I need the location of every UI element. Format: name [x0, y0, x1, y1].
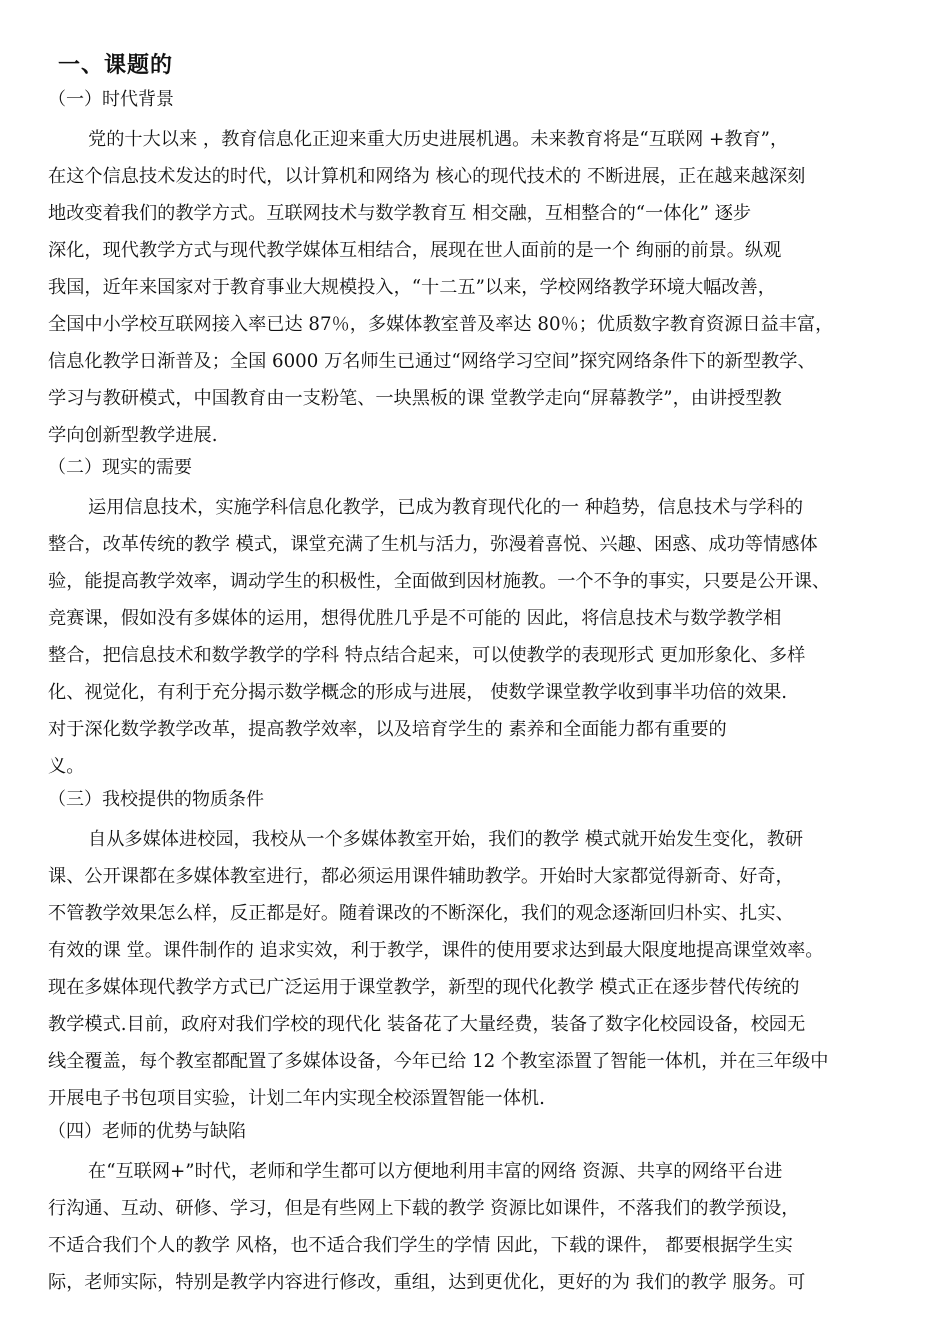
paragraph-line: 开展电子书包项目实验，计划二年内实现全校添置智能一体机. [48, 1088, 545, 1109]
paragraph-line: 整合，把信息技术和数学教学的学科 特点结合起来，可以使教学的表现形式 更加形象化、多样 [48, 645, 806, 666]
paragraph-line: 现在多媒体现代教学方式已广泛运用于课堂教学，新型的现代化教学 模式正在逐步替代传统的 [48, 977, 800, 998]
section-reality-needs [48, 456, 908, 785]
paragraph-line: 学习与教研模式，中国教育由一支粉笔、一块黑板的课 堂教学走向“屏幕教学”，由讲授型教 [48, 388, 782, 409]
section-background [48, 88, 908, 454]
paragraph-line: 自从多媒体进校园，我校从一个多媒体教室开始，我们的教学 模式就开始发生变化，教研 [88, 829, 804, 850]
section-heading: （二）现实的需要 [48, 457, 192, 478]
paragraph-line: 地改变着我们的教学方式。互联网技术与数学教育互 相交融，互相整合的“一体化” 逐步 [48, 203, 752, 224]
paragraph-line: 深化，现代教学方式与现代教学媒体互相结合，展现在世人面前的是一个 绚丽的前景。纵观 [48, 240, 782, 261]
paragraph-line: 课、公开课都在多媒体教室进行，都必须运用课件辅助教学。开始时大家都觉得新奇、好奇， [48, 866, 794, 887]
paragraph-line: 信息化教学日渐普及；全国 6000 万名师生已通过“网络学习空间”探究网络条件下的新型教学、 [48, 351, 816, 372]
paragraph-line: 我国，近年来国家对于教育事业大规模投入，“十二五”以来，学校网络教学环境大幅改善， [48, 277, 776, 298]
paragraph-line: 不适合我们个人的教学 风格，也不适合我们学生的学情 因此，下载的课件， 都要根据学生实 [48, 1235, 793, 1256]
paragraph-line: 化、视觉化，有利于充分揭示数学概念的形成与进展， 使数学课堂教学收到事半功倍的效果. [48, 682, 788, 703]
paragraph-line: 全国中小学校互联网接入率已达 87％，多媒体教室普及率达 80％；优质数字教育资源日益丰富， [48, 314, 834, 335]
section-teacher-strengths [48, 1120, 908, 1301]
document-title: 一、课题的 [58, 53, 174, 78]
paragraph-line: 际，老师实际，特别是教学内容进行修改，重组，达到更优化，更好的为 我们的教学 服务。可 [48, 1272, 806, 1293]
paragraph-line: 竞赛课，假如没有多媒体的运用，想得优胜几乎是不可能的 因此，将信息技术与数学教学相 [48, 608, 782, 629]
paragraph-line: 在“互联网+”时代，老师和学生都可以方便地利用丰富的网络 资源、共享的网络平台进 [88, 1161, 783, 1182]
paragraph-line: 义。 [48, 756, 85, 777]
paragraph-line: 运用信息技术，实施学科信息化教学，已成为教育现代化的一 种趋势，信息技术与学科的 [88, 497, 804, 518]
paragraph-line: 学向创新型教学进展. [48, 425, 218, 446]
paragraph-line: 线全覆盖，每个教室都配置了多媒体设备，今年已给 12 个教室添置了智能一体机，并在三年级中 [48, 1051, 829, 1072]
paragraph-line: 行沟通、互动、研修、学习，但是有些网上下载的教学 资源比如课件，不落我们的教学预设， [48, 1198, 800, 1219]
paragraph-line: 对于深化数学教学改革，提高教学效率，以及培育学生的 素养和全面能力都有重要的 [48, 719, 727, 740]
paragraph-line: 有效的课 堂。课件制作的 追求实效，利于教学，课件的使用要求达到最大限度地提高课堂效率。 [48, 940, 824, 961]
paragraph-line: 党的十大以来 ，教育信息化正迎来重大历史进展机遇。未来教育将是“互联网 +教育”， [88, 129, 789, 150]
section-heading: （一）时代背景 [48, 89, 174, 110]
paragraph-line: 不管教学效果怎么样，反正都是好。随着课改的不断深化，我们的观念逐渐回归朴实、扎实、 [48, 903, 794, 924]
paragraph-line: 验，能提高教学效率，调动学生的积极性，全面做到因材施教。一个不争的事实，只要是公开课、 [48, 571, 831, 592]
paragraph-line: 整合，改革传统的教学 模式，课堂充满了生机与活力，弥漫着喜悦、兴趣、困惑、成功等情感体 [48, 534, 818, 555]
section-material-conditions [48, 788, 908, 1117]
section-heading: （三）我校提供的物质条件 [48, 789, 264, 810]
section-heading: （四）老师的优势与缺陷 [48, 1121, 246, 1142]
paragraph-line: 在这个信息技术发达的时代，以计算机和网络为 核心的现代技术的 不断进展，正在越来越深刻 [48, 166, 806, 187]
paragraph-line: 教学模式.目前，政府对我们学校的现代化 装备花了大量经费，装备了数字化校园设备，校园无 [48, 1014, 806, 1035]
